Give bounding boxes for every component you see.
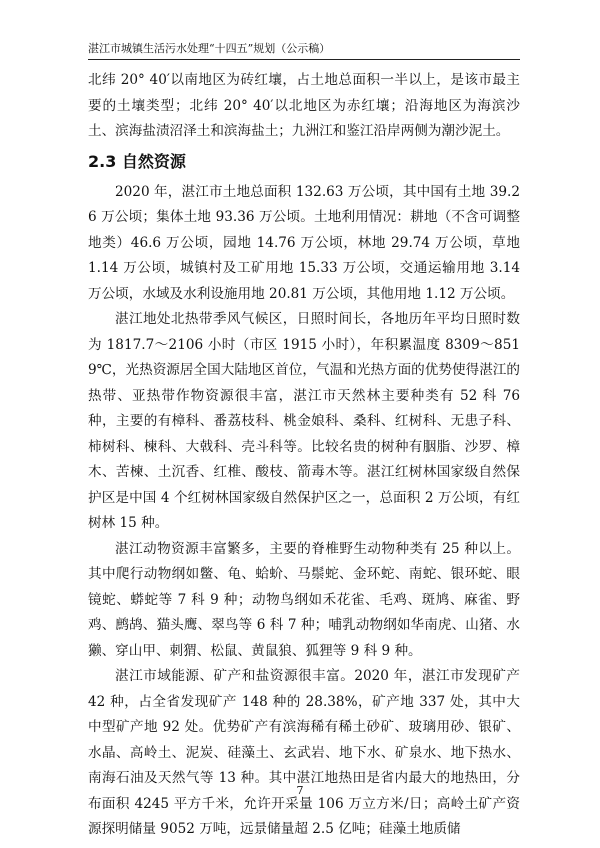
paragraph-climate-flora: 湛江地处北热带季风气候区，日照时间长，各地历年平均日照时数为 1817.7～2106 小时（市区 1915 小时），年积累温度 8309～8519℃，光热资源居全国大陆地区首位，气温和光热方面的优势使得湛江的热带、亚热带作物资源很丰富，湛江市天然林主要种类有 52 科 76 种，主要的有樟科、番荔枝科、桃金娘科、桑科、红树科、无患子科、柿树科、楝科、大戟科、壳斗科等。比较名贵的树种有胭脂、沙罗、樟木、苦楝、土沉香、红椎、酸枝、箭毒木等。湛江红树林国家级自然保护区是中国 4 个红树林国家级自然保护区之一，总面积 2 万公顷，有红树林 15 种。 xyxy=(88,311,520,531)
paragraph-fauna: 湛江动物资源丰富繁多，主要的脊椎野生动物种类有 25 种以上。其中爬行动物纲如鳖、龟、蛤蚧、马鬃蛇、金环蛇、南蛇、银环蛇、眼镜蛇、蟒蛇等 7 科 9 种；动物鸟纲如禾花雀、毛鸡、斑鸠、麻雀、野鸡、鹧鸪、猫头鹰、翠鸟等 6 科 7 种；哺乳动物纲如华南虎、山猪、水獭、穿山甲、刺猬、松鼠、黄鼠狼、狐狸等 9 科 9 种。 xyxy=(88,540,520,659)
paragraph-minerals: 湛江市域能源、矿产和盐资源很丰富。2020 年，湛江市发现矿产 42 种，占全省发现矿产 148 种的 28.38%，矿产地 337 处，其中大中型矿产地 92 处。优势矿产有滨海稀有稀土砂矿、玻璃用砂、银矿、水晶、高岭土、泥炭、硅藻土、玄武岩、地下水、矿泉水、地下热水、南海石油及天然气等 13 种。其中湛江地热田是省内最大的地热田，分布面积 4245 平方千米，允许开采量 106 万立方米/日；高岭土矿产资源探明储量 9052 万吨，远景储量超 2.5 亿吨；硅藻土地质储 xyxy=(88,668,520,837)
paragraph-land-use: 2020 年，湛江市土地总面积 132.63 万公顷，其中国有土地 39.26 万公顷；集体土地 93.36 万公顷。土地利用情况：耕地（不含可调整地类）46.6 万公顷，园地 14.76 万公顷，林地 29.74 万公顷，草地 1.14 万公顷，城镇村及工矿用地 15.33 万公顷，交通运输用地 3.14 万公顷，水域及水利设施用地 20.81 万公顷，其他用地 1.12 万公顷。 xyxy=(88,183,520,302)
page-header: 湛江市城镇生活污水处理“十四五”规划（公示稿） xyxy=(88,42,331,55)
paragraph-soil-types: 北纬 20° 40′以南地区为砖红壤，占土地总面积一半以上，是该市最主要的土壤类型；北纬 20° 40′以北地区为赤红壤；沿海地区为海滨沙土、滨海盐渍沼泽土和滨海盐土；九洲江和鉴江沿岸两侧为潮沙泥土。 xyxy=(88,72,520,139)
document-body xyxy=(88,68,520,843)
section-heading: 2.3 自然资源 xyxy=(88,151,186,171)
page-number: 7 xyxy=(296,784,304,797)
header-rule xyxy=(88,59,520,60)
